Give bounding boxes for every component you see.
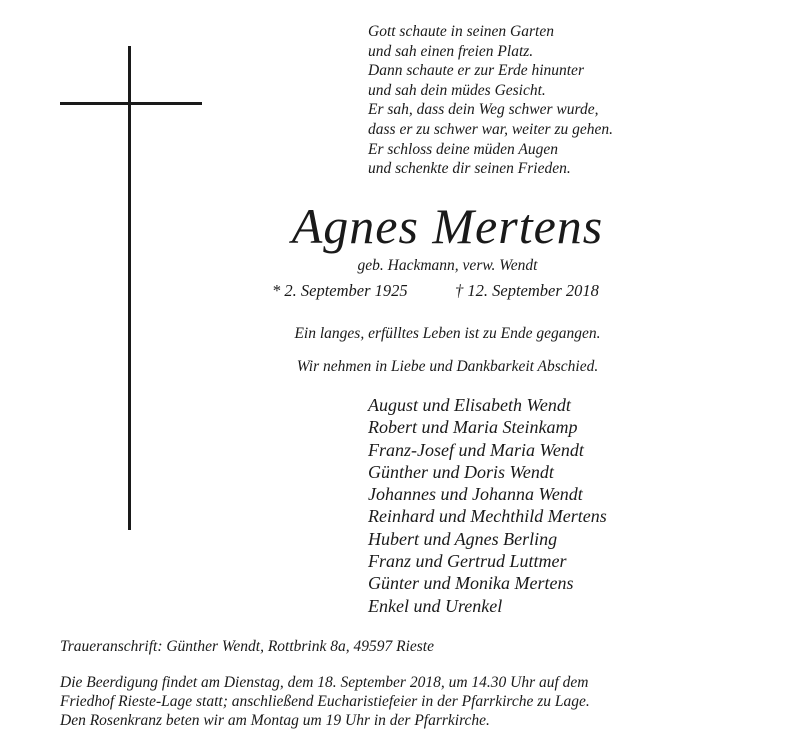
funeral-info-line: Friedhof Rieste-Lage statt; anschließend Eucharistiefeier in der Pfarrkirche zu Lage.: [60, 693, 590, 710]
mourner-entry: Enkel und Urenkel: [368, 595, 503, 616]
funeral-info-line: Die Beerdigung findet am Dienstag, dem 18. September 2018, um 14.30 Uhr auf dem: [60, 674, 589, 691]
mourner-entry: Günther und Doris Wendt: [368, 461, 554, 482]
mourner-entry: August und Elisabeth Wendt: [368, 395, 571, 415]
cross-horizontal-bar: [60, 102, 202, 105]
life-dates: [272, 281, 632, 301]
poem-line: Dann schaute er zur Erde hinunter: [368, 62, 584, 80]
mourner-entry: Franz und Gertrud Luttmer: [368, 551, 567, 572]
poem-line: und sah einen freien Platz.: [368, 42, 534, 60]
poem-line: dass er zu schwer war, weiter zu gehen.: [368, 120, 613, 138]
poem-line: Er schloss deine müden Augen: [368, 140, 558, 158]
mourning-address: Traueranschrift: Günther Wendt, Rottbrink 8a, 49597 Rieste: [60, 638, 434, 655]
cross-vertical-bar: [128, 46, 131, 530]
deceased-birth-name: geb. Hackmann, verw. Wendt: [357, 257, 538, 274]
mourner-entry: Robert und Maria Steinkamp: [368, 417, 578, 438]
funeral-info-line: Den Rosenkranz beten wir am Montag um 19 Uhr in der Pfarrkirche.: [60, 712, 490, 729]
birth-date: * 2. September 1925: [272, 281, 408, 300]
quote-line: Wir nehmen in Liebe und Dankbarkeit Abschied.: [296, 358, 599, 375]
poem: [368, 22, 768, 179]
mourner-entry: Franz-Josef und Maria Wendt: [368, 439, 584, 460]
deceased-name: Agnes Mertens: [291, 198, 604, 254]
funeral-info: [60, 673, 590, 730]
quote-line: Ein langes, erfülltes Leben ist zu Ende gegangen.: [294, 325, 601, 342]
poem-line: und schenkte dir seinen Frieden.: [368, 160, 571, 178]
mourners-list: [368, 394, 607, 617]
poem-line: Er sah, dass dein Weg schwer wurde,: [368, 101, 599, 119]
mourner-entry: Johannes und Johanna Wendt: [368, 484, 583, 505]
mourner-entry: Reinhard und Mechthild Mertens: [368, 506, 607, 527]
mourner-entry: Günter und Monika Mertens: [368, 573, 574, 594]
poem-line: Gott schaute in seinen Garten: [368, 23, 554, 40]
mourner-entry: Hubert und Agnes Berling: [368, 528, 558, 549]
death-date: † 12. September 2018: [455, 281, 599, 300]
poem-line: und sah dein müdes Gesicht.: [368, 81, 546, 99]
